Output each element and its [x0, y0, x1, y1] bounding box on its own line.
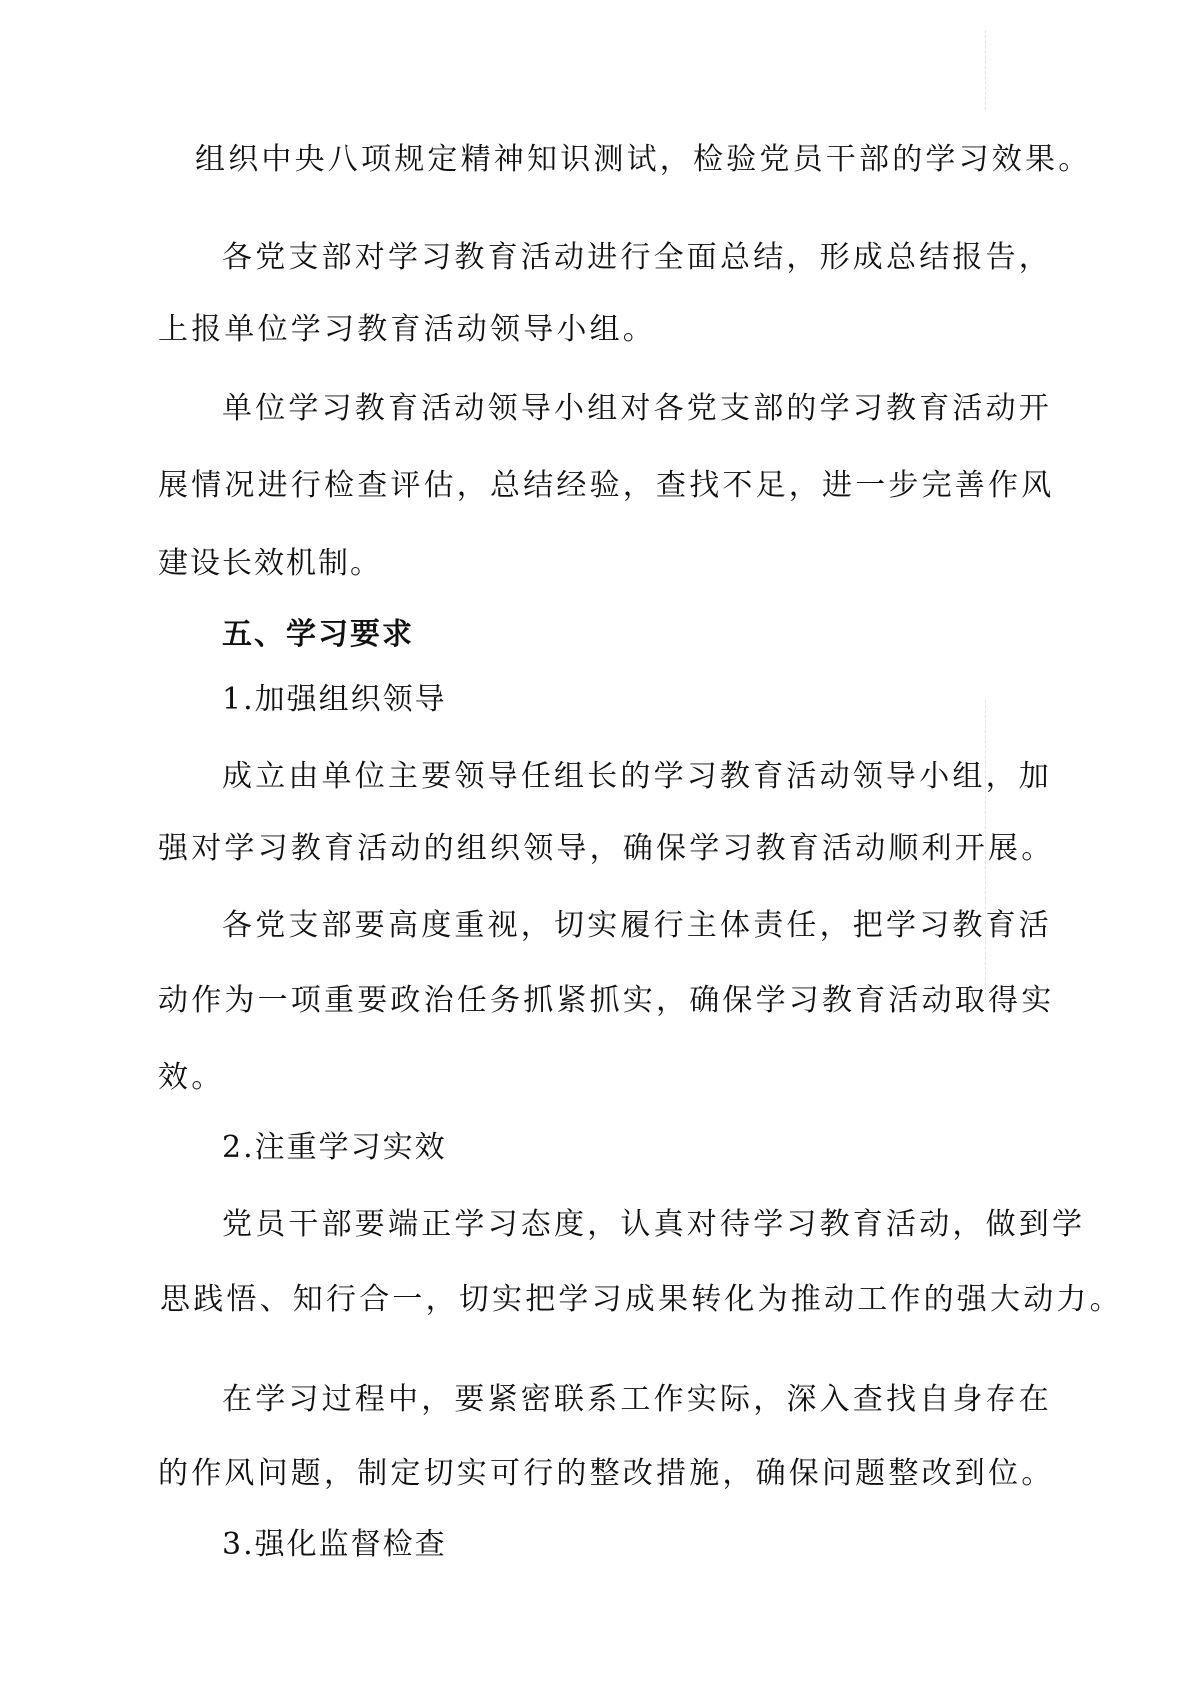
paragraph-line: 展情况进行检查评估，总结经验，查找不足，进一步完善作风 — [158, 468, 1055, 503]
paragraph-line: 单位学习教育活动领导小组对各党支部的学习教育活动开 — [222, 391, 1052, 426]
paragraph-line: 组织中央八项规定精神知识测试，检验党员干部的学习效果。 — [195, 142, 1092, 177]
page-margin-guide — [985, 30, 986, 110]
section-heading: 五、学习要求 — [222, 617, 414, 652]
paragraph-line: 的作风问题，制定切实可行的整改措施，确保问题整改到位。 — [158, 1456, 1055, 1491]
paragraph-line: 效。 — [158, 1060, 225, 1095]
paragraph-line: 强对学习教育活动的组织领导，确保学习教育活动顺利开展。 — [158, 831, 1055, 866]
paragraph-line: 各党支部要高度重视，切实履行主体责任，把学习教育活 — [222, 908, 1052, 943]
paragraph-line: 在学习过程中，要紧密联系工作实际，深入查找自身存在 — [222, 1382, 1052, 1417]
paragraph-line: 思践悟、知行合一，切实把学习成果转化为推动工作的强大动力。 — [160, 1282, 1123, 1317]
subsection-heading: 3.强化监督检查 — [222, 1527, 447, 1562]
paragraph-line: 成立由单位主要领导任组长的学习教育活动领导小组，加 — [222, 759, 1052, 794]
subsection-heading: 1.加强组织领导 — [222, 682, 447, 717]
paragraph-line: 党员干部要端正学习态度，认真对待学习教育活动，做到学 — [222, 1207, 1086, 1242]
subsection-heading: 2.注重学习实效 — [222, 1130, 447, 1165]
paragraph-line: 各党支部对学习教育活动进行全面总结，形成总结报告， — [222, 240, 1052, 275]
paragraph-line: 建设长效机制。 — [158, 546, 382, 581]
paragraph-line: 动作为一项重要政治任务抓紧抓实，确保学习教育活动取得实 — [158, 983, 1055, 1018]
paragraph-line: 上报单位学习教育活动领导小组。 — [158, 312, 656, 347]
